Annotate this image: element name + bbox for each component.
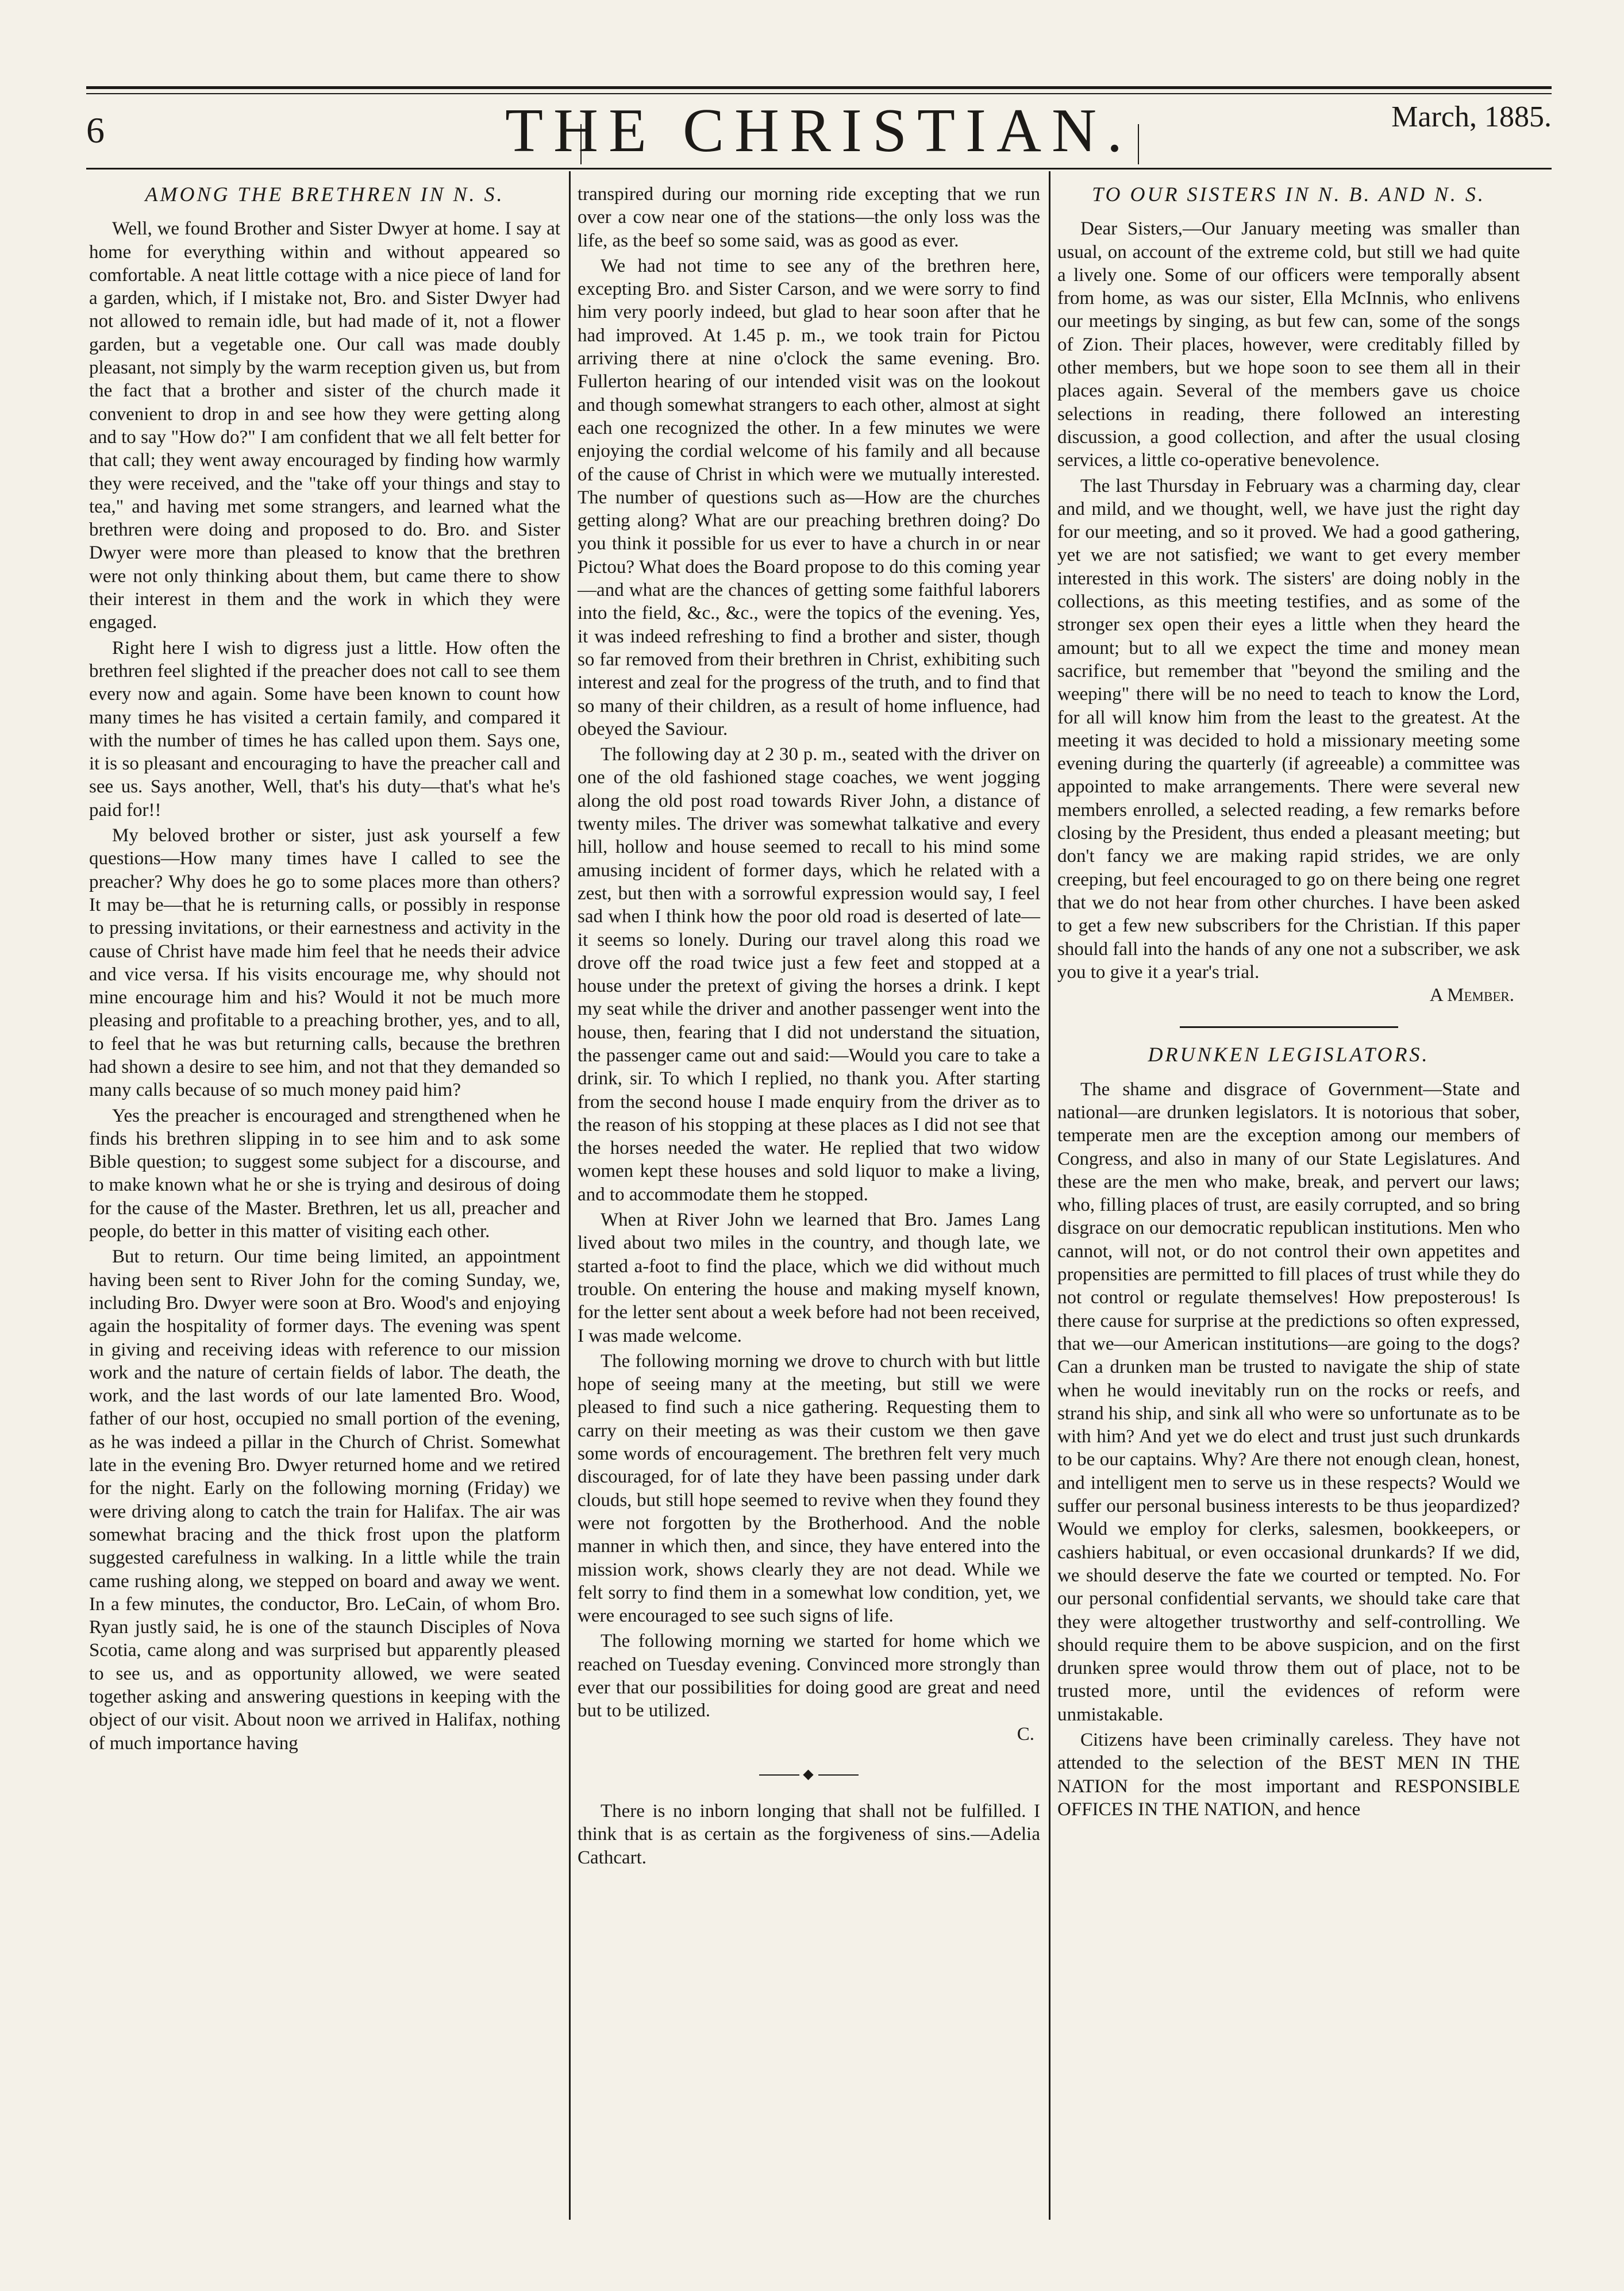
column-1 <box>89 183 560 1755</box>
article-paragraph: My beloved brother or sister, just ask yourself a few questions—How many times have I called to see the preacher? Why does he go to some places more than others? It may be—that he is returning calls, or possibly in response to pressing invitations, or their earnestness and activity in the cause of Christ have made him feel that he needs their advice and vice versa. If his visits encourage me, why should not mine encourage him and his? Would it not be much more pleasing and profitable to a preaching brother, yes, and to all, to feel that he was but returning calls, because the brethren had shown a desire to see him, and not that they demanded so many calls because of so much money paid him? <box>89 825 560 1101</box>
article-paragraph: The following morning we drove to church with but little hope of seeing many at the meeting, but still we were pleased to find such a nice gathering. Requesting them to carry on their meeting as was their custom we then gave some words of encouragement. The brethren felt very much discouraged, for of late they have been passing under dark clouds, but still hope seemed to revive when they found they were not forgotten by the Brotherhood. And the noble manner in which then, and since, they have entered into the mission work, shows clearly they are not dead. While we felt sorry to find them in a somewhat low condition, yet, we were encouraged to see such signs of life. <box>578 1350 1040 1627</box>
article-paragraph: The following morning we started for home which we reached on Tuesday evening. Convinced more strongly than ever that our possibilities for doing good are great and need but to be utilized. <box>578 1631 1040 1722</box>
article-heading: DRUNKEN LEGISLATORS. <box>1148 1043 1430 1066</box>
article-paragraph: Right here I wish to digress just a little. How often the brethren feel slighted if the preacher does not call to see them every now and again. Some have been known to count how many times he has visited a certain family, and compared it with the number of times he has called upon them. Says one, it is so pleasant and encouraging to have the preacher call and see us. Says another, Well, that's his duty—that's what he's paid for!! <box>89 637 560 821</box>
article-heading: TO OUR SISTERS IN N. B. AND N. S. <box>1092 183 1486 206</box>
column-2 <box>578 183 1040 1869</box>
article-heading: AMONG THE BRETHREN IN N. S. <box>145 183 505 206</box>
article-signature: A Member. <box>1429 985 1514 1006</box>
article-paragraph: Dear Sisters,—Our January meeting was smaller than usual, on account of the extreme cold, but still we had quite a lively one. Some of our officers were temporally absent from home, as was our sister, Ella McInnis, who enlivens our meetings by singing, as but few can, some of the songs of Zion. Their places, however, were creditably filled by other members, but we hope soon to see them all in their places again. Several of the members gave us choice selections in reading, there followed an interesting discussion, a good collection, and after the usual closing services, a little co-operative benevolence. <box>1057 218 1520 471</box>
article-paragraph: Yes the preacher is encouraged and strengthened when he finds his brethren slipping in to see him and to ask some Bible question; to suggest some subject for a discourse, and to make known what he or she is trying and desirous of doing for the cause of the Master. Brethren, let us all, preacher and people, do better in this matter of visiting each other. <box>89 1105 560 1242</box>
article-paragraph: The shame and disgrace of Government—State and national—are drunken legislators. It is notorious that sober, temperate men are the exception among our members of Congress, and also in many of our State Legislatures. And these are the men who make, break, and pervert our laws; who, filling places of trust, are easily corrupted, and so bring disgrace on our democratic republican institutions. Men who cannot, will not, or do not control their own appetites and propensities are permitted to fill places of trust while they do not control or regulate themselves! How preposterous! Is there cause for surprise at the predictions so often expressed, that we—our American institutions—are going to the dogs? Can a drunken man be trusted to navigate the ship of state when he would inevitably run on the rocks or reefs, and strand his ship, and sink all who were so unfortunate as to be with him? And yet we do elect and trust just such drunkards to be our captains. Why? Are there not enough clean, honest, and intelligent men to serve us in these respects? Would we suffer our personal business interests to be thus jeopardized? Would we employ for clerks, salesmen, bookkeepers, or cashiers habitual, or even occasional drunkards? If we did, we should deserve the fate we courted or tempted. No. For our personal confidential servants, we should take care that they were altogether trustworthy and self-controlling. We should require them to be above suspicion, and on the first drunken spree would throw them out of place, not to be trusted more, until the evidences of reform were unmistakable. <box>1057 1079 1520 1725</box>
section-divider-ornament: ◆ <box>578 1763 1040 1786</box>
newspaper-title: THE CHRISTIAN. <box>505 97 1133 165</box>
quote-paragraph: There is no inborn longing that shall not be fulfilled. I think that is as certain as the forgiveness of sins.—Adelia Cathcart. <box>578 1801 1040 1868</box>
article-paragraph: We had not time to see any of the brethren here, excepting Bro. and Sister Carson, and we were sorry to find him very poorly indeed, but glad to hear soon after that he had improved. At 1.45 p. m., we took train for Pictou arriving there at nine o'clock the same evening. Bro. Fullerton hearing of our intended visit was on the lookout and though somewhat strangers to each other, almost at sight each one recognized the other. In a few minutes we were enjoying the cordial welcome of his family and all because of the cause of Christ in which were we mutually interested. The number of questions such as—How are the churches getting along? What are our preaching brethren doing? Do you think it possible for us ever to have a church in or near Pictou? What does the Board propose to do this coming year—and what are the chances of getting some faithful laborers into the field, &c., &c., were the topics of the evening. Yes, it was indeed refreshing to find a brother and sister, though so far removed from their brethren in Christ, exhibiting such interest and zeal for the progress of the truth, and to find that so many of their children, as a result of home influence, had obeyed the Saviour. <box>578 255 1040 740</box>
article-paragraph: When at River John we learned that Bro. James Lang lived about two miles in the country, and though late, we started a-foot to find the place, which we did without much trouble. On entering the house and making myself known, for the letter sent about a week before had not been received, I was made welcome. <box>578 1210 1040 1346</box>
article-paragraph: transpired during our morning ride excepting that we run over a cow near one of the stations—the only loss was the life, as the beef so some said, was as good as ever. <box>578 184 1040 251</box>
article-paragraph: But to return. Our time being limited, an appointment having been sent to River John for the coming Sunday, we, including Bro. Dwyer were soon at Bro. Wood's and enjoying again the hospitality of former days. The evening was spent in giving and receiving ideas with reference to our mission work and the nature of certain fields of labor. The death, the work, and the last words of our late lamented Bro. Wood, father of our host, occupied no small portion of the evening, as he was indeed a pillar in the Church of Christ. Somewhat late in the evening Bro. Dwyer returned home and we retired for the night. Early on the following morning (Friday) we were driving along to catch the train for Halifax. The air was somewhat bracing and the thick frost upon the platform suggested carefulness in walking. In a little while the train came rushing along, we stepped on board and away we went. In a few minutes, the conductor, Bro. LeCain, of whom Bro. Ryan justly said, he is one of the staunch Disciples of Nova Scotia, came along and was surprised but apparently pleased to see us, and as opportunity allowed, we were seated together asking and answering questions in keeping with the object of our visit. About noon we arrived in Halifax, nothing of much importance having <box>89 1246 560 1754</box>
column-3 <box>1057 183 1520 1821</box>
issue-date: March, 1885. <box>1391 101 1552 133</box>
column-divider <box>569 171 571 2220</box>
article-paragraph: Well, we found Brother and Sister Dwyer at home. I say at home for everything within and without appeared so comfortable. A neat little cottage with a nice piece of land for a garden, which, if I mistake not, Bro. and Sister Dwyer had not allowed to remain idle, but had made of it, not a flower garden, but a vegetable one. Our call was made doubly pleasant, not simply by the warm reception given us, but from the fact that a brother and sister of the church made it convenient to drop in and see how they were getting along and to say "How do?" I am confident that we all felt better for that call; they went away encouraged by finding how warmly they were received, and the "take off your things and stay to tea," and having met some strangers, and learned what the brethren were doing and proposed to do. Bro. and Sister Dwyer were more than pleased to know that the brethren were not only thinking about them, but came there to show their interest in them and the work in which they were engaged. <box>89 218 560 633</box>
article-paragraph: Citizens have been criminally careless. They have not attended to the selection of the BEST MEN IN THE NATION for the most important and RESPONSIBLE OFFICES IN THE NATION, and hence <box>1057 1730 1520 1820</box>
masthead-top-rule <box>86 86 1552 89</box>
article-paragraph: The following day at 2 30 p. m., seated with the driver on one of the old fashioned stage coaches, we went jogging along the old post road towards River John, a distance of twenty miles. The driver was somewhat talkative and every hill, hollow and house seemed to recall to his mind some amusing incident of former days, which he related with a zest, but then with a sorrowful expression would say, I feel sad when I think how the poor old road is deserted of late—it seems so lonely. During our travel along this road we drove off the road twice just a few feet and stopped at a house under the pretext of giving the horses a drink. I kept my seat while the driver and another passenger went into the house, then, fearing that I did not understand the situation, the passenger came out and said:—Would you care to take a drink, sir. To which I replied, no thank you. After starting from the second house I made enquiry from the driver as to the reason of his stopping at these places as I did not see that the horses needed the water. He replied that two widow women kept these houses and sold liquor to make a living, and to accommodate them he stopped. <box>578 744 1040 1205</box>
article-signature: C. <box>1017 1723 1034 1745</box>
masthead-divider <box>1138 124 1139 164</box>
masthead-bottom-rule <box>86 168 1552 170</box>
article-paragraph: The last Thursday in February was a charming day, clear and mild, and we thought, well, we have just the right day for our meeting, and so it proved. We had a good gathering, yet we are not satisfied; we want to get every member interested in this work. The sisters' are doing nobly in the collections, as this meeting testifies, and as some of the stronger sex open their eyes a little when they heard the amount; but to all we expect the time and money mean sacrifice, but remember that "beyond the smiling and the weeping" there will be no need to teach to know the Lord, for all will know him from the least to the greatest. At the meeting it was decided to hold a missionary meeting some evening during the quarterly (if agreeable) a committee was appointed to make arrangements. There were several new members enrolled, a selected reading, a few remarks before closing by the President, thus ended a pleasant meeting; but don't fancy we are making rapid strides, we are only creeping, but feel encouraged to go on there being one regret that we do not hear from other churches. I have been asked to get a few new subscribers for the Christian. If this paper should fall into the hands of any one not a subscriber, we ask you to give it a year's trial. <box>1057 475 1520 983</box>
column-divider <box>1049 171 1050 2220</box>
masthead <box>86 92 1552 170</box>
page-number: 6 <box>86 110 105 151</box>
section-divider <box>1180 1026 1398 1028</box>
